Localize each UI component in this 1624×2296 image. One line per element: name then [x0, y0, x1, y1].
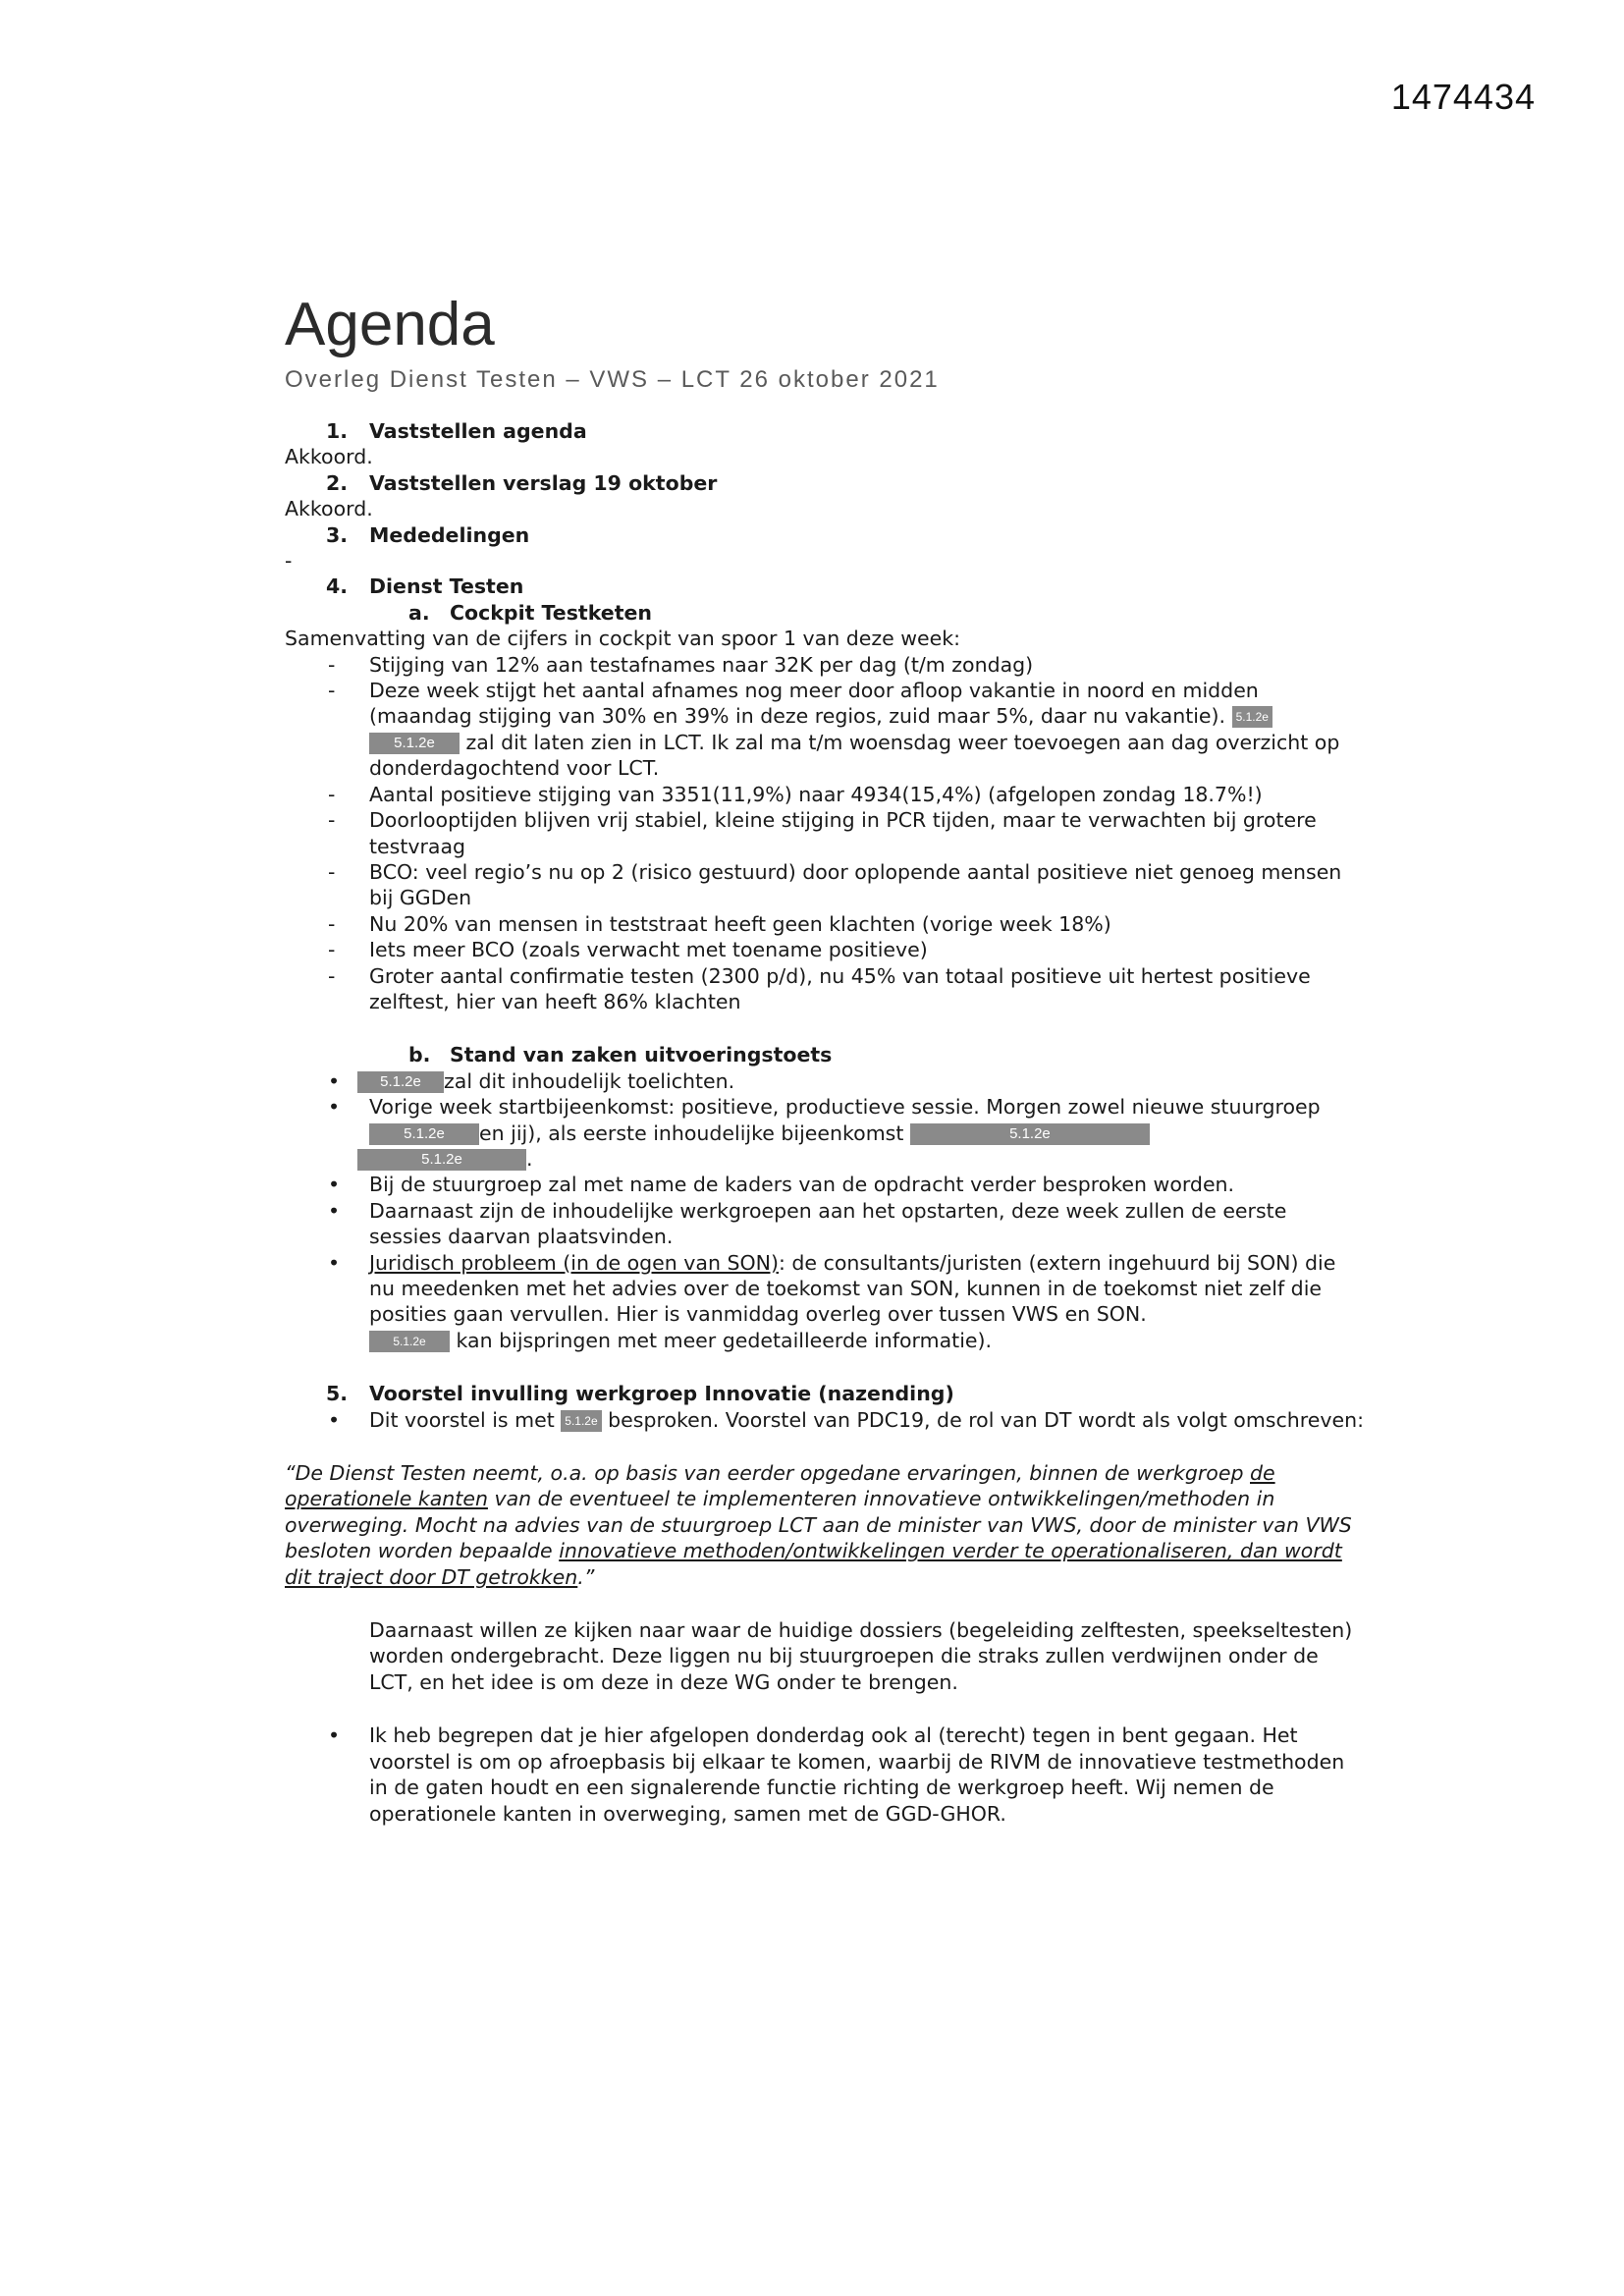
item-title: Vaststellen agenda [369, 419, 587, 443]
list-item: - Iets meer BCO (zoals verwacht met toename positieve) [369, 937, 1365, 962]
list-item: - Stijging van 12% aan testafnames naar 32K per dag (t/m zondag) [369, 652, 1365, 678]
uitvoeringstoets-list [285, 1068, 1365, 1353]
list-item: - BCO: veel regio’s nu op 2 (risico gestuurd) door oplopende aantal positieve niet genoeg mensen bij GGDen [369, 859, 1365, 911]
item-number: 4. [326, 574, 349, 599]
list-item [369, 678, 1365, 782]
item-title: Mededelingen [369, 522, 530, 547]
list-item-text: Deze week stijgt het aantal afnames nog meer door afloop vakantie in noord en midden (maandag stijging van 30% en 39% in deze regios, zuid maar 5%, daar nu vakantie). [369, 679, 1259, 729]
list-item-text: . [526, 1146, 533, 1171]
redaction-box: 5.1.2e [369, 1331, 450, 1352]
list-item-text: en jij), als eerste inhoudelijke bijeenkomst [479, 1121, 904, 1145]
subitem-4a-heading [285, 600, 1365, 626]
redaction-box: 5.1.2e [357, 1149, 526, 1171]
page-subtitle: Overleg Dienst Testen – VWS – LCT 26 oktober 2021 [285, 366, 940, 393]
subitem-number: b. [408, 1043, 431, 1067]
subitem-4b-heading [285, 1042, 1365, 1067]
list-item: - Nu 20% van mensen in teststraat heeft geen klachten (vorige week 18%) [369, 911, 1365, 937]
quote-text: “De Dienst Testen neemt, o.a. op basis van eerder opgedane ervaringen, binnen de werkgroep [285, 1461, 1250, 1486]
list-item-text: Vorige week startbijeenkomst: positieve, productieve sessie. Morgen zowel nieuwe stuurgroep [369, 1095, 1321, 1120]
item-number: 1. [326, 419, 349, 443]
agenda-item-5-heading [285, 1381, 1365, 1406]
item-title: Voorstel invulling werkgroep Innovatie (nazending) [369, 1382, 954, 1406]
list-item: - Doorlooptijden blijven vrij stabiel, kleine stijging in PCR tijden, maar te verwachten bij grotere testvraag [369, 807, 1365, 859]
item-title: Dienst Testen [369, 574, 524, 599]
list-item [369, 1407, 1365, 1433]
list-item [369, 1068, 1365, 1094]
agenda-item-4-heading [285, 574, 1365, 599]
agenda-item-3-text: - [285, 549, 293, 574]
redaction-box: 5.1.2e [369, 733, 460, 754]
innovatie-list [285, 1407, 1365, 1433]
proposal-quote [285, 1460, 1365, 1590]
document-number: 1474434 [1390, 77, 1536, 117]
redaction-box: 5.1.2e [1232, 706, 1272, 728]
item-title: Vaststellen verslag 19 oktober [369, 470, 718, 495]
list-item: - Aantal positieve stijging van 3351(11,9%) naar 4934(15,4%) (afgelopen zondag 18.7%!) [369, 782, 1365, 807]
list-item: • Ik heb begrepen dat je hier afgelopen donderdag ook al (terecht) tegen in bent gegaan. Het voorstel is om op afroepbasis bij elkaar te komen, waarbij de RIVM de innovatieve testmethoden in de gaten houdt en een signalerende functie richting de werkgroep heeft. Wij nemen de operationele kanten in overweging, samen met de GGD-GHOR. [369, 1722, 1365, 1827]
agenda-item-1-text: Akkoord. [285, 445, 373, 469]
subitem-title: Stand van zaken uitvoeringstoets [450, 1043, 833, 1067]
list-item [369, 1250, 1365, 1354]
list-item [369, 1094, 1365, 1172]
quote-underlined: de operationele kanten [285, 1461, 1275, 1511]
list-item-text: zal dit inhoudelijk toelichten. [444, 1068, 735, 1093]
dossiers-paragraph: Daarnaast willen ze kijken naar waar de huidige dossiers (begeleiding zelftesten, speekseltesten) worden ondergebracht. Deze liggen nu bij stuurgroepen die straks zullen verdwijnen onder de LCT, en het idee is om deze in deze WG onder te brengen. [369, 1618, 1353, 1694]
subitem-title: Cockpit Testketen [450, 600, 653, 625]
item-number: 5. [326, 1382, 349, 1406]
agenda-item-1-heading [285, 418, 1365, 444]
list-item-text: : de consultants/juristen (extern ingehuurd bij SON) die nu meedenken met het advies over de toekomst van SON, kunnen in de toekomst niet zelf die posities gaan vervullen. Hier is vanmiddag overleg over tussen VWS en SON. [369, 1250, 1336, 1327]
list-item-text: Dit voorstel is met [369, 1407, 555, 1432]
list-item: • Bij de stuurgroep zal met name de kaders van de opdracht verder besproken worden. [369, 1172, 1365, 1197]
list-item: • Daarnaast zijn de inhoudelijke werkgroepen aan het opstarten, deze week zullen de eerste sessies daarvan plaatsvinden. [369, 1198, 1365, 1250]
item-number: 3. [326, 522, 349, 547]
list-item-underlined: Juridisch probleem (in de ogen van SON) [369, 1250, 779, 1275]
quote-underlined: innovatieve methoden/ontwikkelingen verder te operationaliseren, dan wordt dit traject door DT getrokken [285, 1539, 1342, 1589]
list-item-text: besproken. Voorstel van PDC19, de rol van DT wordt als volgt omschreven: [608, 1407, 1364, 1432]
subitem-number: a. [408, 600, 430, 625]
item-number: 2. [326, 470, 349, 495]
cockpit-intro: Samenvatting van de cijfers in cockpit van spoor 1 van deze week: [285, 627, 960, 651]
redaction-box: 5.1.2e [561, 1410, 601, 1432]
redaction-box: 5.1.2e [357, 1071, 444, 1093]
innovatie-list-2 [285, 1722, 1365, 1827]
redaction-box: 5.1.2e [910, 1123, 1150, 1145]
document-content [285, 291, 1365, 1827]
agenda-item-2-heading [285, 470, 1365, 496]
cockpit-list [285, 652, 1365, 1015]
agenda-item-3-heading [285, 522, 1365, 548]
list-item-text: zal dit laten zien in LCT. Ik zal ma t/m woensdag weer toevoegen aan dag overzicht op donderdagochtend voor LCT. [369, 730, 1340, 781]
list-item: - Groter aantal confirmatie testen (2300 p/d), nu 45% van totaal positieve uit hertest positieve zelftest, hier van heeft 86% klachten [369, 963, 1365, 1015]
agenda-item-2-text: Akkoord. [285, 497, 373, 521]
quote-text: van de eventueel te implementeren innovatieve ontwikkelingen/methoden in overweging. Mocht na advies van de stuurgroep LCT aan de minister van VWS, door de minister van VWS besloten worden bepaalde [285, 1487, 1352, 1563]
quote-text: .” [577, 1564, 595, 1589]
list-item-text: kan bijspringen met meer gedetailleerde informatie). [456, 1328, 993, 1352]
redaction-box: 5.1.2e [369, 1123, 479, 1145]
page-title: Agenda [285, 291, 495, 358]
